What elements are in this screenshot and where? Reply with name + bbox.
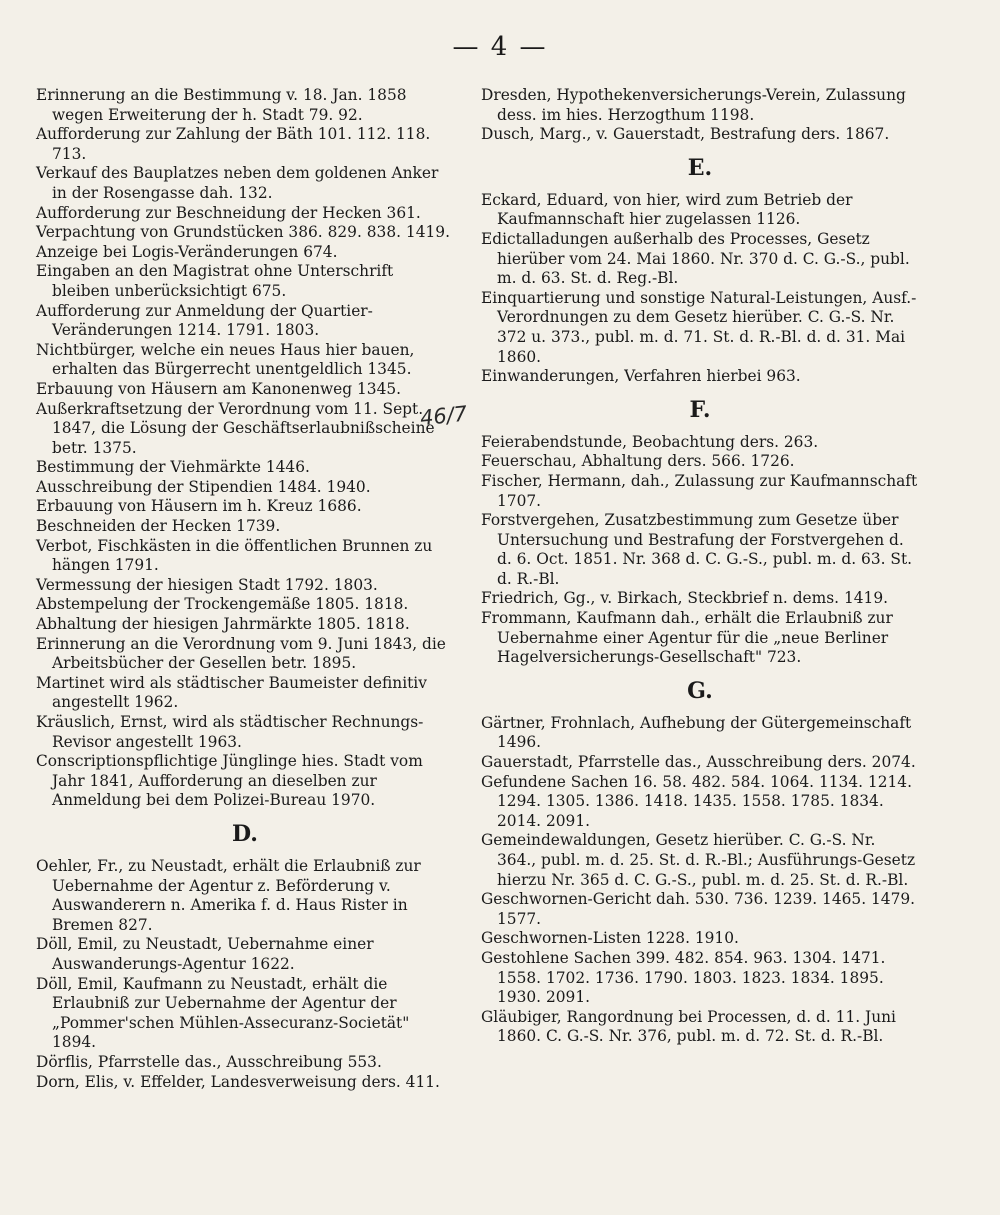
index-entry: Eingaben an den Magistrat ohne Unterschrift bleiben unberücksichtigt 675. [36, 262, 394, 300]
index-entry: Einquartierung und sonstige Natural-Leistungen, Ausf.-Verordnungen zu dem Gesetz hierüber. C. G.-S. Nr. 372 u. 373., publ. m. d. 71. St. d. R.-Bl. d. d. 31. Mai 1860. [481, 288, 917, 366]
right-column [481, 86, 919, 1047]
index-entry: Beschneiden der Hecken 1739. [36, 517, 281, 536]
index-entry: Frommann, Kaufmann dah., erhält die Erlaubniß zur Uebernahme einer Agentur für die „neue Berliner Hagelversicherungs-Gesellschaft" 723. [481, 609, 893, 667]
index-entry: Nichtbürger, welche ein neues Haus hier bauen, erhalten das Bürgerrecht unentgeldlich 1345. [36, 340, 415, 379]
index-entry: Bestimmung der Viehmärkte 1446. [36, 458, 310, 477]
index-entry: Einwanderungen, Verfahren hierbei 963. [481, 367, 801, 386]
index-entry: Gläubiger, Rangordnung bei Processen, d. d. 11. Juni 1860. C. G.-S. Nr. 376, publ. m. d. 72. St. d. R.-Bl. [481, 1007, 896, 1046]
index-entry: Verkauf des Bauplatzes neben dem goldenen Anker in der Rosengasse dah. 132. [36, 164, 439, 202]
index-entry: Verpachtung von Grundstücken 386. 829. 838. 1419. [36, 223, 450, 242]
section-letter-e: E. [687, 154, 713, 181]
page-number: — 4 — [452, 32, 548, 62]
index-entry: Edictalladungen außerhalb des Processes, Gesetz hierüber vom 24. Mai 1860. Nr. 370 d. C. G.-S., publ. m. d. 63. St. d. Reg.-Bl. [481, 229, 910, 288]
index-section-c [36, 86, 454, 811]
index-entry: Erbauung von Häusern am Kanonenweg 1345. [36, 379, 402, 398]
index-entry: Geschwornen-Gericht dah. 530. 736. 1239. 1465. 1479. 1577. [481, 890, 916, 928]
index-entry: Dorn, Elis, v. Effelder, Landesverweisung ders. 411. [36, 1072, 440, 1091]
index-section-d [36, 857, 454, 1092]
index-section-g [481, 714, 919, 1047]
index-section-f [481, 433, 919, 668]
index-entry: Gauerstadt, Pfarrstelle das., Ausschreibung ders. 2074. [481, 753, 916, 772]
index-entry: Conscriptionspflichtige Jünglinge hies. Stadt vom Jahr 1841, Aufforderung an dieselben zur Anmeldung bei dem Polizei-Bureau 1970. [36, 752, 423, 810]
index-entry: Oehler, Fr., zu Neustadt, erhält die Erlaubniß zur Uebernahme der Agentur z. Beförderung v. Auswanderern n. Amerika f. d. Haus Rister in Bremen 827. [36, 856, 421, 934]
index-entry: Döll, Emil, Kaufmann zu Neustadt, erhält die Erlaubniß zur Uebernahme der Agentur der „Pommer'schen Mühlen-Assecuranz-Societät" 1894. [36, 974, 410, 1052]
index-entry: Gefundene Sachen 16. 58. 482. 584. 1064. 1134. 1214. 1294. 1305. 1386. 1418. 1435. 1558. 1785. 1834. 2014. 2091. [481, 772, 912, 830]
index-entry: Döll, Emil, zu Neustadt, Uebernahme einer Auswanderungs-Agentur 1622. [36, 935, 374, 973]
index-entry: Martinet wird als städtischer Baumeister definitiv angestellt 1962. [36, 673, 427, 712]
index-entry: Fischer, Hermann, dah., Zulassung zur Kaufmannschaft 1707. [481, 471, 918, 510]
index-entry: Anzeige bei Logis-Veränderungen 674. [36, 242, 338, 261]
index-entry: Eckard, Eduard, von hier, wird zum Betrieb der Kaufmannschaft hier zugelassen 1126. [481, 190, 853, 229]
index-entry: Feierabendstunde, Beobachtung ders. 263. [481, 432, 819, 451]
index-entry: Außerkraftsetzung der Verordnung vom 11. Sept. 1847, die Lösung der Geschäftserlaubnißscheine betr. 1375. [36, 399, 435, 457]
index-entry: Dusch, Marg., v. Gauerstadt, Bestrafung ders. 1867. [481, 125, 890, 144]
index-entry: Feuerschau, Abhaltung ders. 566. 1726. [481, 452, 795, 471]
index-section-e [481, 191, 919, 387]
index-entry: Dörflis, Pfarrstelle das., Ausschreibung 553. [36, 1052, 382, 1071]
section-letter-g: G. [687, 677, 713, 704]
index-entry: Ausschreibung der Stipendien 1484. 1940. [36, 477, 371, 496]
index-entry: Forstvergehen, Zusatzbestimmung zum Gesetze über Untersuchung und Bestrafung der Forstvergehen d. d. 6. Oct. 1851. Nr. 368 d. C. G.-S., publ. m. d. 63. St. d. R.-Bl. [481, 511, 913, 588]
index-entry: Aufforderung zur Anmeldung der Quartier-Veränderungen 1214. 1791. 1803. [36, 301, 373, 340]
index-entry: Erinnerung an die Verordnung vom 9. Juni 1843, die Arbeitsbücher der Gesellen betr. 1895. [36, 634, 446, 673]
index-entry: Geschwornen-Listen 1228. 1910. [481, 929, 739, 948]
index-entry: Kräuslich, Ernst, wird als städtischer Rechnungs-Revisor angestellt 1963. [36, 713, 424, 751]
handwritten-note: 46/7 [418, 401, 469, 431]
index-entry: Aufforderung zur Zahlung der Bäth 101. 112. 118. 713. [36, 125, 431, 163]
left-column [36, 86, 454, 1092]
index-entry: Erinnerung an die Bestimmung v. 18. Jan. 1858 wegen Erweiterung der h. Stadt 79. 92. [36, 86, 407, 124]
index-entry: Vermessung der hiesigen Stadt 1792. 1803. [36, 575, 378, 594]
index-entry: Gärtner, Frohnlach, Aufhebung der Gütergemeinschaft 1496. [481, 713, 912, 752]
index-entry: Verbot, Fischkästen in die öffentlichen Brunnen zu hängen 1791. [36, 536, 433, 575]
index-entry: Erbauung von Häusern im h. Kreuz 1686. [36, 497, 362, 516]
index-entry: Aufforderung zur Beschneidung der Hecken 361. [36, 203, 421, 222]
index-section-d-continued [481, 86, 919, 145]
index-entry: Abstempelung der Trockengemäße 1805. 1818. [36, 595, 409, 614]
section-letter-f: F. [689, 396, 711, 423]
index-entry: Gemeindewaldungen, Gesetz hierüber. C. G.-S. Nr. 364., publ. m. d. 25. St. d. R.-Bl.; Ausführungs-Gesetz hierzu Nr. 365 d. C. G.-S., publ. m. d. 25. St. d. R.-Bl. [481, 831, 916, 889]
index-entry: Dresden, Hypothekenversicherungs-Verein, Zulassung dess. im hies. Herzogthum 1198. [481, 86, 906, 124]
section-letter-d: D. [232, 820, 258, 847]
index-entry: Gestohlene Sachen 399. 482. 854. 963. 1304. 1471. 1558. 1702. 1736. 1790. 1803. 1823. 1834. 1895. 1930. 2091. [481, 948, 886, 1007]
index-entry: Abhaltung der hiesigen Jahrmärkte 1805. 1818. [36, 615, 410, 634]
index-entry: Friedrich, Gg., v. Birkach, Steckbrief n. dems. 1419. [481, 589, 889, 608]
